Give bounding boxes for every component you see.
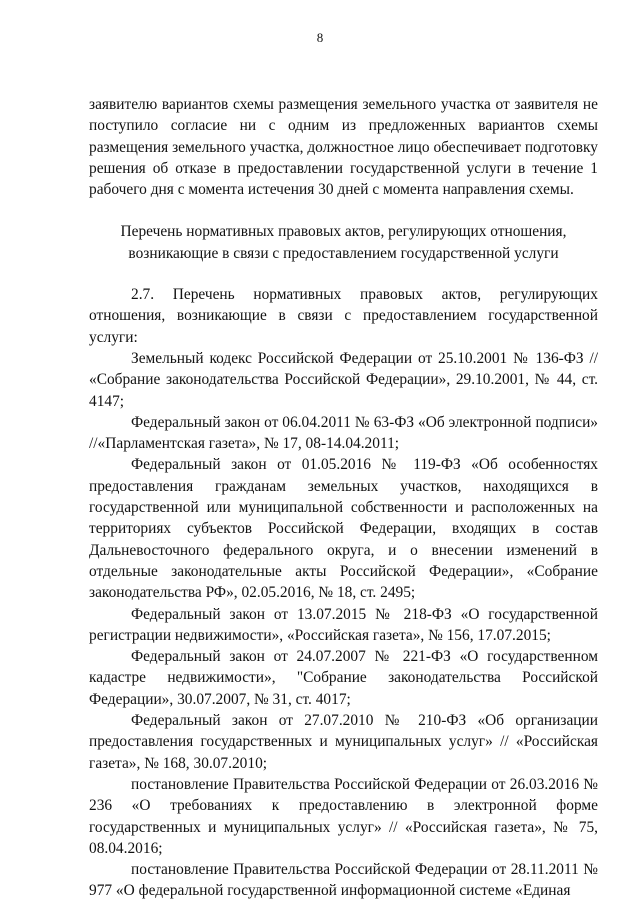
paragraph-law-119-fz: Федеральный закон от 01.05.2016 № 119-ФЗ «Об особенностях предоставления гражданам земельных участков, находящихся в государственной или муниципальной собственности и расположенных на территориях субъектов Российской Федерации, входящих в состав Дальневосточного федерального округа, и о внесении изменений в отдельные законодательные акты Российской Федерации», «Собрание законодательства РФ», 02.05.2016, № 18, ст. 2495; [89,456,598,602]
paragraph-2-7: 2.7. Перечень нормативных правовых актов, регулирующих отношения, возникающие в связи с предоставлением государственной услуги: [89,286,598,346]
spacer [89,264,598,284]
paragraph-law-63-fz: Федеральный закон от 06.04.2011 № 63-ФЗ «Об электронной подписи» //«Парламентская газета», № 17, 08-14.04.2011; [89,413,598,453]
paragraph-law-218-fz: Федеральный закон от 13.07.2015 № 218-ФЗ «О государственной регистрации недвижимости», «Российская газета», № 156, 17.07.2015; [89,605,598,644]
section-heading-line-1: Перечень нормативных правовых актов, регулирующих отношения, [120,223,567,241]
paragraph-resolution-236: постановление Правительства Российской Федерации от 26.03.2016 № 236 «О требованиях к предоставлению в электронной форме государственных и муниципальных услуг» // «Российская газета», № 75, 08.04.2016; [89,775,598,857]
spacer [89,200,598,221]
paragraph-land-code: Земельный кодекс Российской Федерации от 25.10.2001 № 136-ФЗ // «Собрание законодательства Российской Федерации», 29.10.2001, № 44, ст. 4147; [89,349,598,410]
paragraph-resolution-977: постановление Правительства Российской Федерации от 28.11.2011 № 977 «О федеральной государственной информационной системе «Единая [89,861,598,900]
paragraph-law-210-fz: Федеральный закон от 27.07.2010 № 210-ФЗ «Об организации предоставления государственных и муниципальных услуг» // «Российская газета», № 168, 30.07.2010; [89,712,598,772]
paragraph-law-221-fz: Федеральный закон от 24.07.2007 № 221-ФЗ «О государственном кадастре недвижимости», "Собрание законодательства Российской Федерации», 30.07.2007, № 31, ст. 4017; [89,648,598,708]
page-content [89,94,598,902]
intro-paragraph: заявителю вариантов схемы размещения земельного участка от заявителя не поступило согласие ни с одним из предложенных вариантов схемы размещения земельного участка, должностное лицо обеспечивает подготовку решения об отказе в предоставлении государственной услуги в течение 1 рабочего дня с момента истечения 30 дней с момента направления схемы. [89,96,598,199]
section-heading-line-2: возникающие в связи с предоставлением государственной услуги [128,244,559,262]
page-number: 8 [316,30,324,45]
